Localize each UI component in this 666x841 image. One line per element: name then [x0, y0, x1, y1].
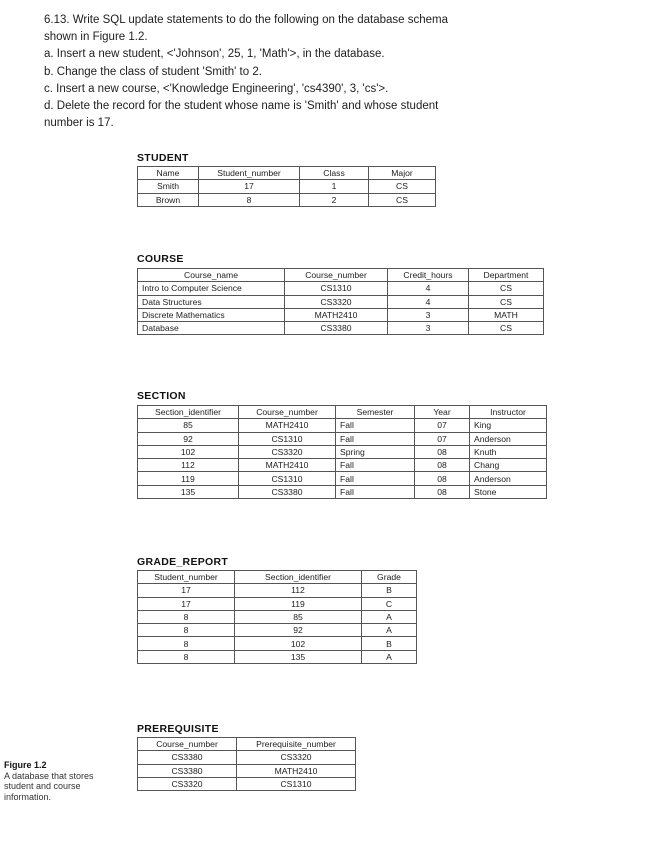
table-cell: Fall: [336, 485, 415, 498]
table-cell: MATH2410: [285, 308, 388, 321]
table-cell: 85: [138, 419, 239, 432]
table-cell: C: [362, 597, 417, 610]
figure-caption-text: A database that stores student and course information.: [4, 770, 94, 802]
table-cell: Fall: [336, 472, 415, 485]
table-cell: 4: [388, 282, 469, 295]
table-cell: Anderson: [470, 472, 547, 485]
table-cell: Discrete Mathematics: [138, 308, 285, 321]
column-header: Course_number: [285, 269, 388, 282]
course-table: [137, 268, 544, 335]
table-cell: B: [362, 584, 417, 597]
column-header: Department: [469, 269, 544, 282]
table-cell: 1: [300, 180, 369, 193]
table-cell: Fall: [336, 432, 415, 445]
question-line: b. Change the class of student 'Smith' to 2.: [44, 65, 262, 78]
table-cell: CS3320: [237, 751, 356, 764]
column-header: Course_name: [138, 269, 285, 282]
question-line: a. Insert a new student, <'Johnson', 25, 1, 'Math'>, in the database.: [44, 48, 385, 61]
table-row: [138, 459, 547, 472]
table-cell: 102: [138, 445, 239, 458]
table-cell: CS3380: [285, 322, 388, 335]
figure-caption: [4, 760, 124, 802]
section-table: [137, 405, 547, 499]
table-cell: CS1310: [239, 432, 336, 445]
table-cell: 17: [138, 584, 235, 597]
table-cell: 8: [199, 193, 300, 206]
student-table-title: STUDENT: [137, 152, 189, 164]
column-header: Course_number: [239, 406, 336, 419]
table-cell: 119: [235, 597, 362, 610]
prerequisite-table-title: PREREQUISITE: [137, 723, 219, 735]
table-cell: Knuth: [470, 445, 547, 458]
table-cell: 3: [388, 308, 469, 321]
column-header: Class: [300, 167, 369, 180]
table-cell: Data Structures: [138, 295, 285, 308]
table-cell: 3: [388, 322, 469, 335]
prerequisite-table: [137, 737, 356, 791]
table-header-row: [138, 269, 544, 282]
table-cell: 07: [415, 432, 470, 445]
table-cell: 08: [415, 472, 470, 485]
table-row: [138, 637, 417, 650]
table-row: [138, 485, 547, 498]
table-header-row: [138, 406, 547, 419]
table-cell: Stone: [470, 485, 547, 498]
table-row: [138, 322, 544, 335]
table-cell: CS: [469, 322, 544, 335]
table-cell: A: [362, 610, 417, 623]
table-cell: 17: [138, 597, 235, 610]
table-cell: MATH2410: [239, 459, 336, 472]
section-table-title: SECTION: [137, 390, 186, 402]
table-cell: CS: [369, 193, 436, 206]
column-header: Name: [138, 167, 199, 180]
course-table-title: COURSE: [137, 253, 184, 265]
table-cell: Fall: [336, 459, 415, 472]
table-cell: Chang: [470, 459, 547, 472]
column-header: Prerequisite_number: [237, 738, 356, 751]
column-header: Student_number: [199, 167, 300, 180]
table-row: [138, 764, 356, 777]
table-row: [138, 650, 417, 663]
table-cell: 135: [138, 485, 239, 498]
question-line: number is 17.: [44, 117, 114, 130]
column-header: Instructor: [470, 406, 547, 419]
table-cell: Spring: [336, 445, 415, 458]
question-line: 6.13. Write SQL update statements to do the following on the database schema: [44, 14, 449, 26]
table-cell: CS: [469, 282, 544, 295]
table-cell: A: [362, 650, 417, 663]
figure-caption-title: Figure 1.2: [4, 760, 47, 770]
table-row: [138, 610, 417, 623]
table-header-row: [138, 738, 356, 751]
table-row: [138, 624, 417, 637]
table-cell: CS3320: [285, 295, 388, 308]
table-cell: 85: [235, 610, 362, 623]
table-row: [138, 432, 547, 445]
table-row: [138, 445, 547, 458]
table-row: [138, 193, 436, 206]
column-header: Section_identifier: [235, 571, 362, 584]
column-header: Section_identifier: [138, 406, 239, 419]
table-cell: 08: [415, 459, 470, 472]
table-cell: MATH2410: [237, 764, 356, 777]
table-row: [138, 180, 436, 193]
table-cell: Intro to Computer Science: [138, 282, 285, 295]
table-cell: Smith: [138, 180, 199, 193]
table-cell: 112: [235, 584, 362, 597]
table-cell: Anderson: [470, 432, 547, 445]
table-cell: 8: [138, 624, 235, 637]
table-cell: 92: [138, 432, 239, 445]
table-cell: 2: [300, 193, 369, 206]
table-cell: 8: [138, 610, 235, 623]
table-cell: 112: [138, 459, 239, 472]
table-cell: 07: [415, 419, 470, 432]
grade-report-table-title: GRADE_REPORT: [137, 556, 229, 568]
table-header-row: [138, 571, 417, 584]
table-cell: CS3380: [239, 485, 336, 498]
table-row: [138, 295, 544, 308]
table-cell: CS: [469, 295, 544, 308]
column-header: Credit_hours: [388, 269, 469, 282]
column-header: Year: [415, 406, 470, 419]
table-cell: 08: [415, 485, 470, 498]
table-cell: King: [470, 419, 547, 432]
table-row: [138, 308, 544, 321]
table-cell: CS1310: [239, 472, 336, 485]
table-cell: Database: [138, 322, 285, 335]
table-cell: Brown: [138, 193, 199, 206]
table-cell: 92: [235, 624, 362, 637]
column-header: Semester: [336, 406, 415, 419]
table-cell: MATH2410: [239, 419, 336, 432]
table-cell: 17: [199, 180, 300, 193]
question-line: d. Delete the record for the student whose name is 'Smith' and whose student: [44, 100, 439, 113]
student-table: [137, 166, 436, 207]
question-text: [44, 12, 644, 132]
table-cell: CS3320: [138, 777, 237, 790]
table-cell: MATH: [469, 308, 544, 321]
table-header-row: [138, 167, 436, 180]
table-cell: 08: [415, 445, 470, 458]
table-row: [138, 597, 417, 610]
table-cell: A: [362, 624, 417, 637]
table-row: [138, 419, 547, 432]
table-row: [138, 282, 544, 295]
column-header: Course_number: [138, 738, 237, 751]
table-cell: CS3320: [239, 445, 336, 458]
question-line: shown in Figure 1.2.: [44, 31, 148, 44]
question-line: c. Insert a new course, <'Knowledge Engineering', 'cs4390', 3, 'cs'>.: [44, 82, 389, 95]
table-cell: CS: [369, 180, 436, 193]
table-cell: CS1310: [285, 282, 388, 295]
table-cell: CS3380: [138, 764, 237, 777]
table-row: [138, 777, 356, 790]
table-cell: 119: [138, 472, 239, 485]
table-cell: 8: [138, 637, 235, 650]
table-cell: 8: [138, 650, 235, 663]
column-header: Student_number: [138, 571, 235, 584]
table-row: [138, 751, 356, 764]
table-row: [138, 472, 547, 485]
column-header: Grade: [362, 571, 417, 584]
table-cell: 135: [235, 650, 362, 663]
table-cell: CS3380: [138, 751, 237, 764]
table-cell: 4: [388, 295, 469, 308]
column-header: Major: [369, 167, 436, 180]
table-row: [138, 584, 417, 597]
table-cell: 102: [235, 637, 362, 650]
table-cell: CS1310: [237, 777, 356, 790]
table-cell: B: [362, 637, 417, 650]
table-cell: Fall: [336, 419, 415, 432]
grade-report-table: [137, 570, 417, 664]
